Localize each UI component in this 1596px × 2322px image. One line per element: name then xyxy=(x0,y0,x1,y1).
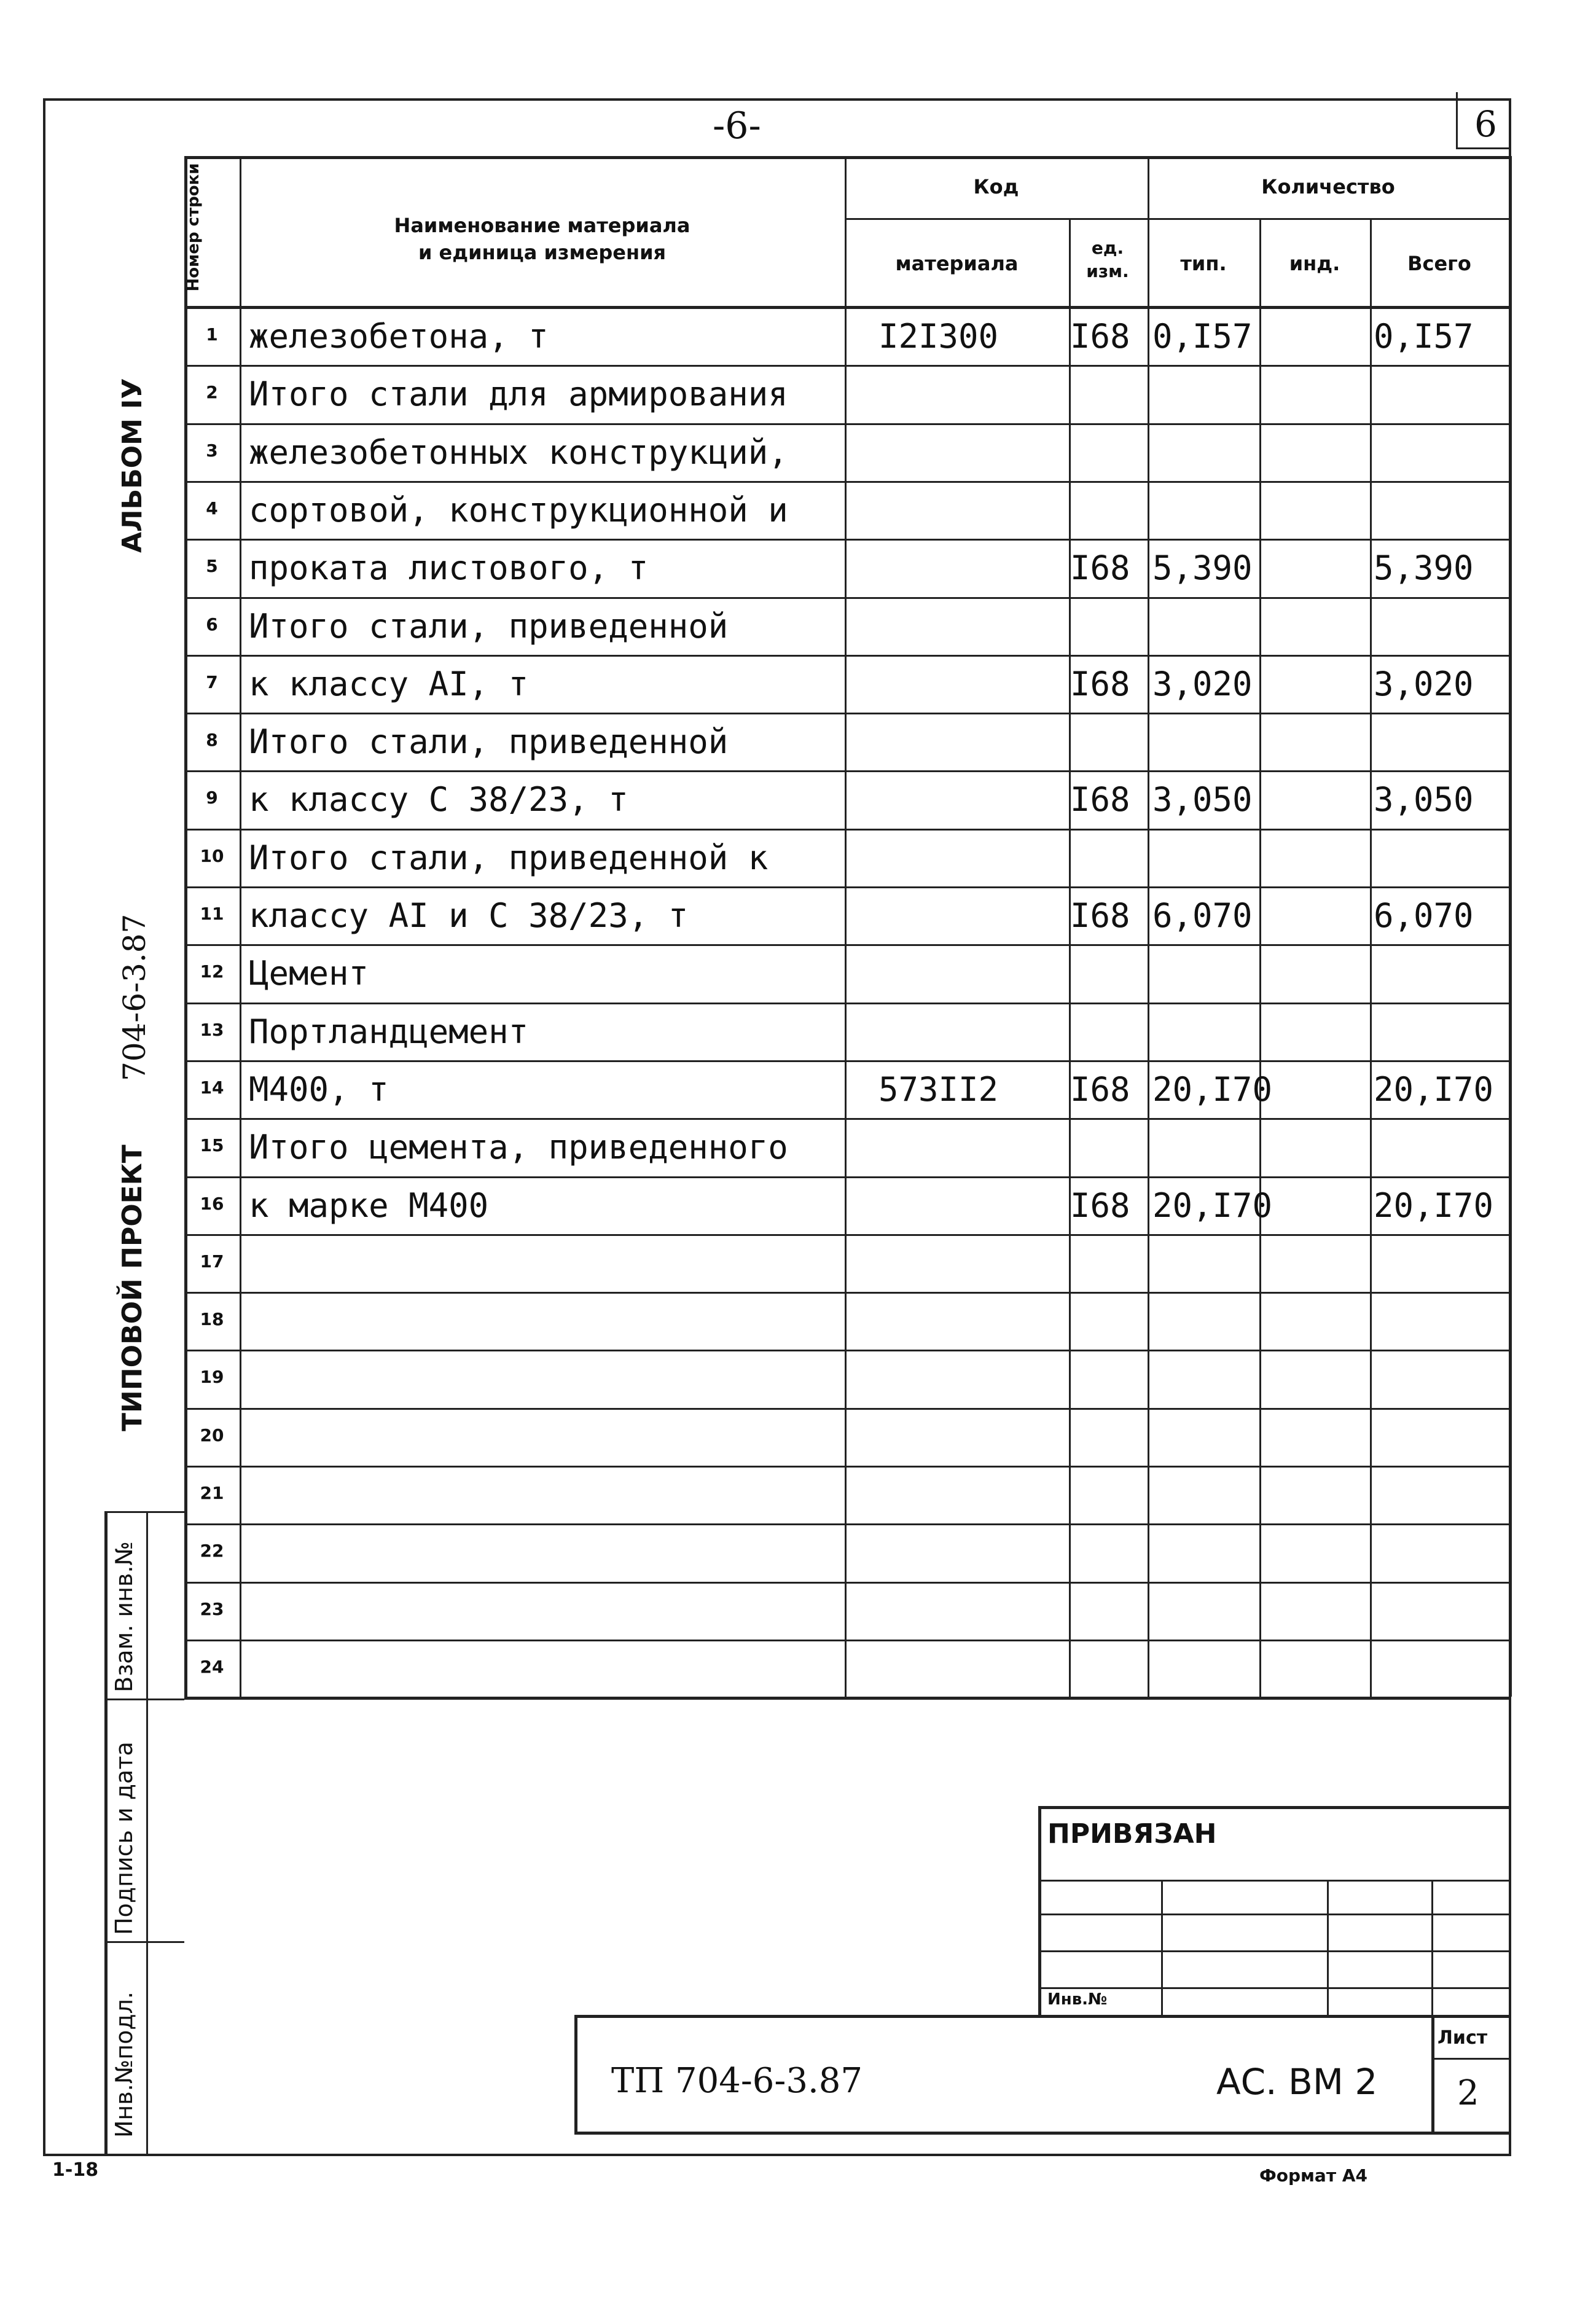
qty-typ: 3,050 xyxy=(1152,780,1253,819)
qty-typ: 0,I57 xyxy=(1152,317,1253,356)
qty-total: 0,I57 xyxy=(1374,317,1474,356)
header-name: Наименование материала xyxy=(394,214,690,237)
stamp-inv-no: Инв.№ xyxy=(1047,1990,1108,2009)
material-name: к марке М400 xyxy=(249,1186,489,1225)
unit-code: I68 xyxy=(1070,664,1130,703)
qty-total: 6,070 xyxy=(1374,896,1474,935)
qty-typ: 20,I70 xyxy=(1152,1069,1273,1109)
stamp-grid-line-3 xyxy=(1038,1950,1511,1952)
stamp-sign-date: Подпись и дата xyxy=(111,1742,138,1935)
material-name: к классу С 38/23, т xyxy=(249,780,628,819)
row-divider xyxy=(184,713,1511,714)
material-name: Портландцемент xyxy=(249,1012,529,1051)
stamp-sheet-label: Лист xyxy=(1438,2027,1488,2049)
stamp-bottom-top-line xyxy=(574,2015,1511,2018)
row-number: 8 xyxy=(206,730,218,751)
row-number: 3 xyxy=(206,440,218,461)
row-number: 17 xyxy=(200,1251,224,1272)
col-code-unit-line xyxy=(1069,218,1071,1697)
header-bottom-line xyxy=(184,306,1511,309)
stamp-grid-vline-3 xyxy=(1431,1880,1433,2015)
row-number: 19 xyxy=(200,1367,224,1388)
qty-total: 3,050 xyxy=(1374,780,1474,819)
row-divider xyxy=(184,829,1511,831)
unit-code: I68 xyxy=(1070,896,1130,935)
stamp-grid-vline-2 xyxy=(1327,1880,1329,2015)
stamp-grid-line-2 xyxy=(1038,1914,1511,1915)
stamp-sheet-number: 2 xyxy=(1457,2073,1479,2113)
row-divider xyxy=(184,423,1511,425)
row-divider xyxy=(184,1118,1511,1120)
unit-code: I68 xyxy=(1070,549,1130,588)
side-stamp-div1 xyxy=(104,1698,184,1700)
material-code: I2I300 xyxy=(878,317,999,356)
header-qty-ind: инд. xyxy=(1289,252,1340,275)
side-stamp-div2 xyxy=(104,1941,184,1943)
row-number: 6 xyxy=(206,614,218,635)
stamp-top-line xyxy=(1038,1806,1511,1809)
row-divider xyxy=(184,1060,1511,1062)
row-divider xyxy=(184,1408,1511,1410)
row-divider xyxy=(184,1582,1511,1584)
row-number: 4 xyxy=(206,498,218,518)
material-name: М400, т xyxy=(249,1069,389,1109)
header-code-unit: ед. изм. xyxy=(1086,238,1129,281)
row-divider xyxy=(184,1176,1511,1178)
qty-typ: 5,390 xyxy=(1152,549,1253,588)
side-stamp-mid-line xyxy=(146,1511,148,2156)
row-number: 10 xyxy=(200,845,224,866)
row-number: 11 xyxy=(200,904,224,924)
row-number: 2 xyxy=(206,382,218,403)
table-bottom-line xyxy=(184,1697,1511,1700)
qty-total: 20,I70 xyxy=(1374,1186,1494,1225)
row-divider xyxy=(184,1003,1511,1004)
row-number: 16 xyxy=(200,1193,224,1214)
stamp-bottom-line xyxy=(574,2132,1511,2135)
material-name: Итого стали для армирования xyxy=(249,375,788,414)
row-divider xyxy=(184,886,1511,888)
page-corner-number: 6 xyxy=(1474,103,1497,145)
side-stamp-top xyxy=(104,1511,184,1513)
row-divider xyxy=(184,597,1511,599)
stamp-bound-label: ПРИВЯЗАН xyxy=(1047,1818,1217,1850)
material-name: железобетонных конструкций, xyxy=(249,432,788,472)
qty-typ: 3,020 xyxy=(1152,664,1253,703)
col-ind-total-line xyxy=(1370,218,1372,1697)
row-number: 20 xyxy=(200,1425,224,1445)
qty-typ: 6,070 xyxy=(1152,896,1253,935)
row-divider xyxy=(184,1292,1511,1294)
row-divider xyxy=(184,1234,1511,1236)
row-divider xyxy=(184,655,1511,657)
row-divider xyxy=(184,1350,1511,1351)
stamp-inv-replace: Взам. инв.№ xyxy=(111,1541,138,1692)
project-number: 704-6-3.87 xyxy=(117,913,152,1081)
qty-total: 20,I70 xyxy=(1374,1069,1494,1109)
header-quantity: Количество xyxy=(1261,175,1395,198)
row-number: 15 xyxy=(200,1135,224,1156)
row-number: 14 xyxy=(200,1077,224,1098)
stamp-sheet-divider xyxy=(1431,2058,1511,2060)
header-code: Код xyxy=(973,175,1019,198)
row-number: 1 xyxy=(206,324,218,345)
unit-code: I68 xyxy=(1070,1186,1130,1225)
row-number: 23 xyxy=(200,1598,224,1619)
stamp-left-line xyxy=(1038,1806,1041,2015)
row-number: 9 xyxy=(206,788,218,808)
stamp-document-code: ТП 704-6-3.87 xyxy=(611,2061,863,2101)
material-name: железобетона, т xyxy=(249,317,549,356)
header-qty-typ: тип. xyxy=(1180,252,1227,275)
stamp-bottom-left-line xyxy=(574,2015,577,2132)
qty-total: 5,390 xyxy=(1374,549,1474,588)
row-divider xyxy=(184,365,1511,367)
material-name: Итого цемента, приведенного xyxy=(249,1128,788,1167)
unit-code: I68 xyxy=(1070,780,1130,819)
album-label: АЛЬБОМ IУ xyxy=(117,378,148,553)
header-row-number: Номер строки xyxy=(184,163,203,292)
footer-format: Формат А4 xyxy=(1259,2165,1367,2186)
stamp-grid-vline-1 xyxy=(1161,1880,1163,2015)
project-type-label: ТИПОВОЙ ПРОЕКТ xyxy=(117,1144,148,1431)
stamp-grid-line-4 xyxy=(1038,1987,1511,1989)
header-qty-total: Всего xyxy=(1407,252,1471,275)
unit-code: I68 xyxy=(1070,317,1130,356)
row-number: 13 xyxy=(200,1019,224,1040)
footer-left-code: 1-18 xyxy=(52,2159,99,2181)
page-number: -6- xyxy=(713,104,761,147)
row-number: 5 xyxy=(206,556,218,577)
material-name: Итого стали, приведенной к xyxy=(249,838,769,877)
stamp-sheet-code: АС. ВМ 2 xyxy=(1216,2061,1378,2103)
row-divider xyxy=(184,1523,1511,1525)
header-code-material: материала xyxy=(895,252,1019,275)
stamp-grid-line-1 xyxy=(1038,1880,1511,1882)
material-name: Итого стали, приведенной xyxy=(249,606,729,646)
stamp-sheet-line xyxy=(1431,2015,1434,2132)
row-divider xyxy=(184,770,1511,772)
material-name: к классу AI, т xyxy=(249,664,529,703)
material-name: классу AI и С 38/23, т xyxy=(249,896,689,935)
row-divider xyxy=(184,481,1511,483)
header-name-unit: и единица измерения xyxy=(418,241,667,264)
qty-total: 3,020 xyxy=(1374,664,1474,703)
material-name: проката листового, т xyxy=(249,549,649,588)
row-divider xyxy=(184,1466,1511,1468)
header-sub-line xyxy=(845,218,1511,220)
row-number: 21 xyxy=(200,1483,224,1503)
unit-code: I68 xyxy=(1070,1069,1130,1109)
col-typ-ind-line xyxy=(1259,218,1261,1697)
row-divider xyxy=(184,1640,1511,1641)
row-number: 24 xyxy=(200,1656,224,1677)
row-number: 18 xyxy=(200,1309,224,1330)
table-top-line xyxy=(184,156,1511,159)
material-name: Цемент xyxy=(249,954,369,993)
side-stamp-left-line xyxy=(104,1511,108,2156)
material-name: Итого стали, приведенной xyxy=(249,722,729,762)
row-number: 12 xyxy=(200,961,224,982)
material-code: 573II2 xyxy=(878,1069,999,1109)
row-divider xyxy=(184,539,1511,541)
row-number: 22 xyxy=(200,1541,224,1562)
qty-typ: 20,I70 xyxy=(1152,1186,1273,1225)
row-divider xyxy=(184,944,1511,946)
stamp-inv-orig: Инв.№подл. xyxy=(111,1991,138,2138)
material-name: сортовой, конструкционной и xyxy=(249,490,788,530)
row-number: 7 xyxy=(206,671,218,692)
